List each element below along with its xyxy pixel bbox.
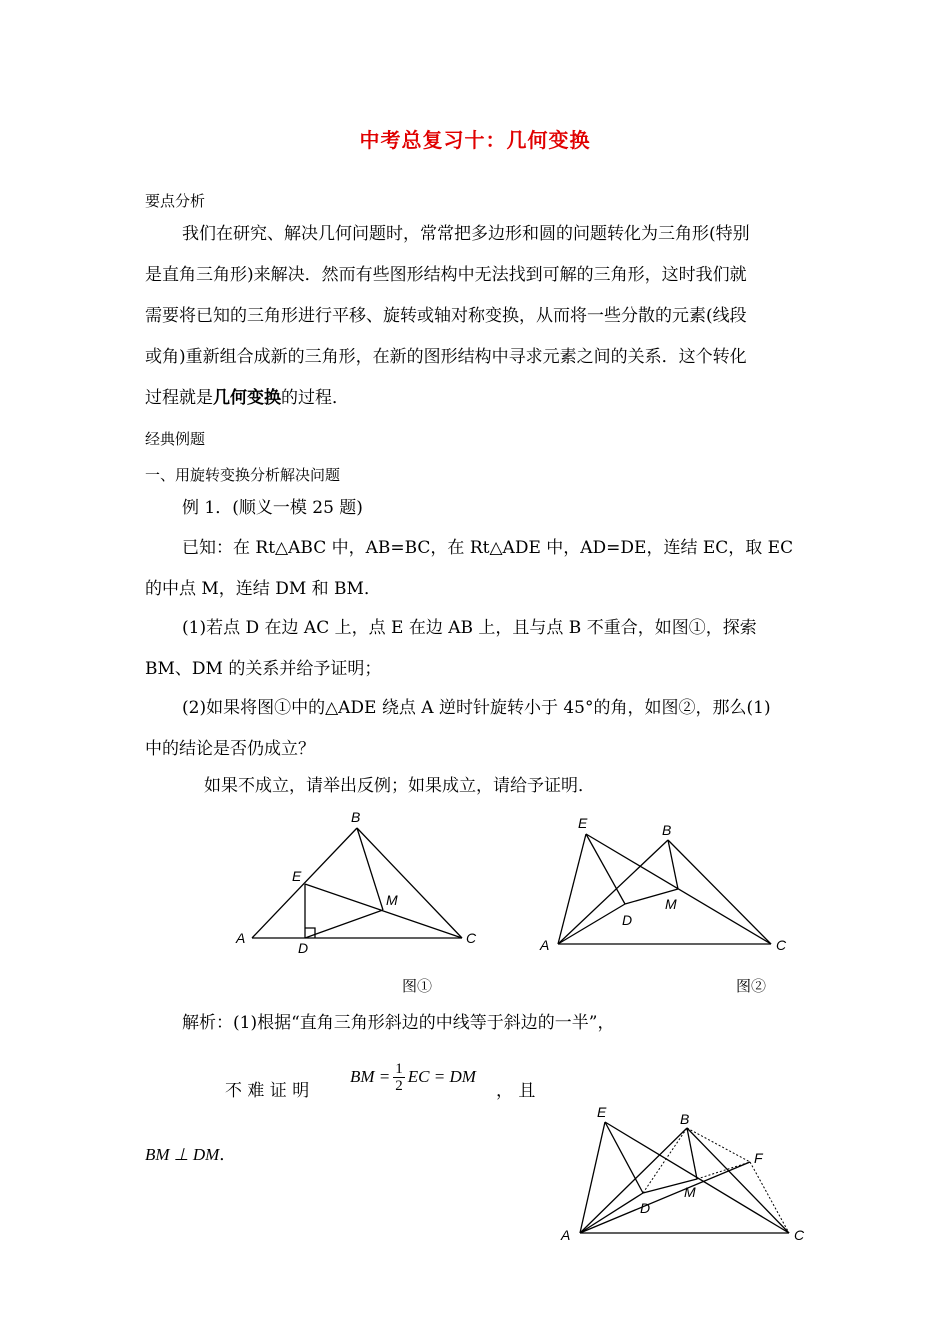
perpendicular-statement: BM ⊥ DM <box>145 1145 220 1164</box>
fig2-segment-ab <box>558 840 668 944</box>
fig1-label-d: D <box>298 940 309 955</box>
equation-denominator: 2 <box>395 1077 403 1094</box>
fig1-label-e: E <box>292 868 302 884</box>
fig3-label-m: M <box>684 1184 696 1200</box>
example-1-heading: 例 1．(顺义一模 25 题) <box>182 498 363 518</box>
example-1-given-line-2: 的中点 M，连结 DM 和 BM． <box>145 579 381 599</box>
figure-2-diagram <box>535 810 795 958</box>
fig2-label-e: E <box>578 815 588 831</box>
fig1-label-m: M <box>386 892 398 908</box>
fig2-segment-ad <box>558 904 625 944</box>
fig2-label-c: C <box>776 937 787 953</box>
fig2-label-d: D <box>622 912 633 928</box>
figure-2-caption: 图② <box>736 977 767 995</box>
equation-fraction <box>393 1061 405 1094</box>
section-heading-examples: 经典例题 <box>145 430 206 448</box>
fig1-segment-bc <box>357 828 462 938</box>
perpendicular-period: ． <box>219 1145 237 1164</box>
fig2-label-a: A <box>540 937 550 953</box>
fig3-label-d: D <box>640 1200 651 1216</box>
equation-right: EC = DM <box>407 1067 476 1086</box>
fig2-segment-bm <box>668 840 678 889</box>
solution-proof-suffix: ， 且 <box>496 1081 536 1101</box>
fig3-segment-ae <box>580 1122 605 1233</box>
fig1-segment-dm <box>305 910 383 938</box>
section-heading-analysis: 要点分析 <box>145 192 206 210</box>
intro-line-5-start: 过程就是 <box>145 388 213 408</box>
example-1-question-2-line-3: 如果不成立，请举出反例；如果成立，请给予证明． <box>204 776 595 796</box>
intro-bold-term: 几何变换 <box>213 388 281 408</box>
fig2-label-m: M <box>665 896 677 912</box>
fig2-segment-ae <box>558 834 586 944</box>
fig3-segment-ab <box>580 1128 687 1233</box>
solution-line-1: 解析：(1)根据“直角三角形斜边的中线等于斜边的一半”， <box>182 1013 615 1033</box>
page-title: 中考总复习十：几何变换 <box>359 128 591 152</box>
subsection-heading-rotation: 一、用旋转变换分析解决问题 <box>145 466 341 484</box>
solution-equation <box>350 1052 476 1102</box>
fig1-label-c: C <box>466 930 477 946</box>
fig3-label-b: B <box>680 1111 690 1127</box>
fig2-segment-ed <box>586 834 625 904</box>
fig3-segment-af <box>580 1162 750 1233</box>
fig3-label-e: E <box>597 1104 607 1120</box>
equation-left: BM = <box>350 1067 391 1086</box>
figure-3-diagram <box>555 1100 815 1248</box>
fig3-label-c: C <box>794 1227 805 1243</box>
example-1-question-1-line-1: (1)若点 D 在边 AC 上，点 E 在边 AB 上，且与点 B 不重合，如图①，探索 <box>182 618 757 638</box>
equation-numerator: 1 <box>395 1060 403 1077</box>
solution-perpendicular <box>145 1140 236 1165</box>
fig3-label-a: A <box>561 1227 571 1243</box>
intro-line-4: 或角)重新组合成新的三角形，在新的图形结构中寻求元素之间的关系．这个转化 <box>145 347 747 367</box>
fig3-dotted-bf <box>687 1128 750 1162</box>
example-1-question-2-line-2: 中的结论是否仍成立？ <box>145 739 315 759</box>
example-1-question-1-line-2: BM、DM 的关系并给予证明； <box>145 659 382 679</box>
intro-line-3: 需要将已知的三角形进行平移、旋转或轴对称变换，从而将一些分散的元素(线段 <box>145 306 747 326</box>
intro-line-2: 是直角三角形)来解决．然而有些图形结构中无法找到可解的三角形，这时我们就 <box>145 265 747 285</box>
example-1-question-2-line-1: (2)如果将图①中的△ADE 绕点 A 逆时针旋转小于 45°的角，如图②，那么(1) <box>182 698 771 718</box>
fig3-dotted-mf <box>697 1162 750 1179</box>
fig3-dotted-fc <box>750 1162 789 1233</box>
intro-line-1: 我们在研究、解决几何问题时，常常把多边形和圆的问题转化为三角形(特别 <box>182 224 750 244</box>
fig2-label-b: B <box>662 822 672 838</box>
fig1-label-b: B <box>351 809 361 825</box>
fig1-segment-bm <box>357 828 383 910</box>
solution-proof-prefix: 不 难 证 明 <box>225 1081 310 1101</box>
fig3-segment-bm <box>687 1128 697 1179</box>
example-1-given-line-1: 已知：在 Rt△ABC 中，AB=BC，在 Rt△ADE 中，AD=DE，连结 EC，取 EC <box>182 538 794 558</box>
fig1-label-a: A <box>236 930 246 946</box>
fig3-segment-ad <box>580 1193 643 1233</box>
figure-1-caption: 图① <box>402 977 433 995</box>
intro-line-5-end: 的过程． <box>281 388 349 408</box>
fig3-segment-ed <box>605 1122 643 1193</box>
intro-line-5 <box>145 378 349 418</box>
fig3-label-f: F <box>754 1150 763 1166</box>
figure-1-diagram <box>225 805 490 955</box>
